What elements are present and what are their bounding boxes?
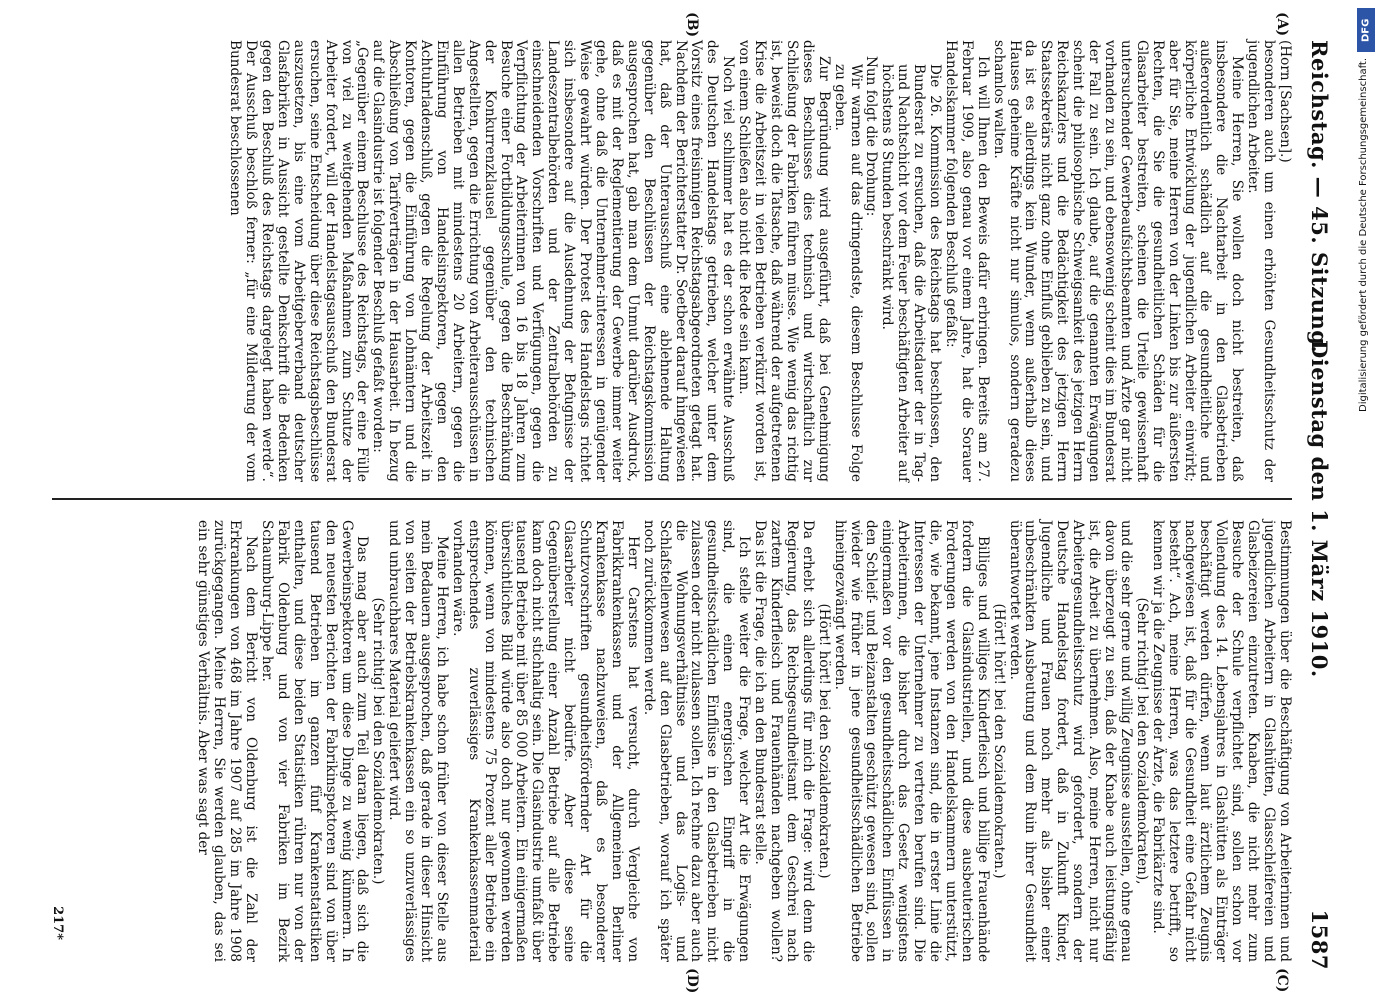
document-page [20,0,1340,1000]
left-column [226,40,1292,482]
page-footnote-number: 217* [50,906,65,940]
paragraph: Meine Herren, ich habe schon früher von dieser Stelle aus mein Bedauern ausgesprochen, daß gerade in dieser Hinsicht von seiten der Betriebskrankenkassen ein so unzuverlässiges und unbrauchbares Material geliefert wird. [386,520,450,962]
paragraph: (Hört! hört! bei den Sozialdemokraten.) [990,603,1007,879]
paragraph: (Sehr richtig! bei den Sozialdemokraten), [1133,597,1150,885]
paragraph: Da erhebt sich allerdings für mich die Frage: wird denn die Regierung, das Reichsgesundheitsamt dem Geschrei nach zartem Kinderfleisch und Frauenhänden nachgeben wollen? Das ist die Frage, die ich an den Bundesrat stelle. [752,520,816,962]
page-header [1298,40,1332,970]
dfg-sidebar [1356,6,1378,996]
paragraph: Billiges und williges Kinderfleisch und billige Frauenhände fordern die Glasindustriellen, und diese ausbeuterischen Forderungen werden von den Handelskammern unterstützt, die, wie bekannt, jene Instanzen sind, die in erster Linie die Interessen der Unternehmer zu vertreten berufen sind. Die Arbeiterinnen, die bisher durch das Gesetz wenigstens einigermaßen vor den gesundheitsschädlichen Einflüssen in den Schleif- und Beizanstalten geschützt gewesen sind, sollen wieder wie früher in jene gesundheitsschädlichen Betriebe hineingezwängt werden. [831,520,991,962]
dfg-logo: DFG [1357,8,1375,52]
margin-marker-a: (A) [1274,12,1290,37]
paragraph: Nun folgt die Drohung: [863,56,880,217]
margin-marker-d: (D) [684,968,700,994]
paragraph: Ich stelle weiter die Frage, welcher Art die Erwägungen sind, die einen energischen Eingriff in die gesundheitsschädlichen Einflüsse in den Glasbetrieben nicht zulassen oder nicht zulassen sollen. Ich rechne dazu aber auch die Wohnungsverhältnisse und das Logis- und Schlafstellenwesen auf den Glasbetrieben, worauf ich später noch zurückkommen werde. [640,520,753,962]
paragraph: (Hört! hört! bei den Sozialdemokraten.) [815,603,832,879]
header-session: Reichstag. — 45. Sitzung. [1307,40,1332,354]
column-divider [52,498,1292,500]
paragraph: Die 26. Kommission des Reichstags hat beschlossen, den Bundesrat zu ersuchen, daß die Arbeitsdauer der in Tag- und Nachtschicht vor dem Feuer beschäftigten Arbeiter auf höchstens 8 Stunden beschränkt wird. [879,64,944,482]
paragraph: (Horn [Sachsen].) [1277,40,1293,163]
paragraph: Zur Begründung wird ausgeführt, daß bei Genehmigung dieses Beschlusses dies technisch und wirtschaftlich zur Schließung der Fabriken führen müsse. Wie wenig das richtig ist, beweist doch die Tatsache, daß während der aufgetretenen Krise die Arbeitszeit in vielen Betrieben verkürzt worden ist, von einem Schließen also nicht die Rede sein kann. [736,40,832,482]
paragraph: Ich will Ihnen den Beweis dafür erbringen. Bereits am 27. Februar 1909, also genau vor einem Jahre, hat die Sorauer Handelskammer folgenden Beschluß gefaßt: [942,40,991,482]
paragraph: Bestimmungen über die Beschäftigung von Arbeiterinnen und jugendlichen Arbeitern in Glashütten, Glasschleifereien und Glasbeizereien einzutreten. Knaben, die nicht mehr zum Besuche der Schule verpflichtet sind, sollen schon vor Vollendung des 14. Lebensjahres in Glashütten als Einträger beschäftigt werden dürfen, wenn laut ärztlichem Zeugnis nachgewiesen ist, daß für die Gesundheit eine Gefahr nicht besteht“. Ach, meine Herren, was das letztere betrifft, so kennen wir ja die Zeugnisse der Ärzte, die Fabrikärzte sind. [1149,520,1293,962]
margin-marker-b: (B) [684,12,700,38]
paragraph: und die sehr gerne und willig Zeugnisse ausstellen, ohne genau davon überzeugt zu sein, daß der Knabe auch leistungsfähig ist, die Arbeit zu übernehmen. Also, meine Herren, nicht nur Arbeitergesundheitsschutz wird gefordert, sondern der Deutsche Handelstag fordert, daß in Zukunft Kinder, Jugendliche und Frauen noch mehr als bisher einer unbeschränkten Ausbeutung und dem Ruin ihrer Gesundheit überantwortet werden. [1006,520,1134,962]
header-date: Dienstag den 1. März 1910. [1307,340,1332,678]
paragraph: Herr Carstens hat versucht, durch Vergleiche von Fabrikkrankenkassen und der Allgemeinen Berliner Krankenkasse nachzuweisen, daß es besonderer Schutzvorschriften gesundheitsfördernder Art für die Glasarbeiter nicht bedürfe. Aber diese seine Gegenüberstellung einer Anzahl Betriebe auf alle Betriebe kann doch nicht stichhaltig sein. Die Glasindustrie umfaßt über tausend Betriebe mit über 85 000 Arbeitern. Ein einigermaßen übersichtliches Bild würde also doch nur gewonnen werden können, wenn von mindestens 75 Prozent aller Betriebe ein entsprechendes zuverlässiges Krankenkassenmaterial vorhanden wäre. [449,520,641,962]
dfg-notice: Digitalisierung gefördert durch die Deutsche Forschungsgemeinschaft. [1358,58,1369,413]
paragraph: „Gegenüber einem Beschlusse des Reichstags, der eine Fülle von viel zu weitgehenden Maßnahmen zum Schutze der Arbeiter fordert, will der Handelstagsausschuß den Bundesrat ersuchen, seine Entscheidung über diese Reichstagsbeschlüsse auszusetzen, bis eine vom Arbeitgeberverband deutscher Glasfabriken in Aussicht gestellte Denkschrift die Bedenken gegen den Beschluß des Reichstags dargelegt haben werde“. Der Ausschuß beschloß ferner: „für eine Milderung der vom Bundesrat beschlossenen [227,40,371,482]
paragraph: Nach dem Bericht von Oldenburg ist die Zahl der Erkrankungen von 468 im Jahre 1907 auf 285 im Jahre 1908 zurückgegangen. Meine Herren, Sie werden glauben, das sei ein sehr günstiges Verhältnis. Aber was sagt der [195,520,260,962]
paragraph: besonderen auch um einen erhöhten Gesundheitsschutz der jugendlichen Arbeiter. [1245,40,1278,482]
right-column [194,520,1292,962]
paragraph: Das mag aber auch zum Teil daran liegen, daß sich die Gewerbeinspektoren um diese Dinge zu wenig kümmern. In den neuesten Berichten der Fabrikinspektoren sind von über tausend Betrieben im ganzen fünf Krankenstatistiken enthalten, und diese beiden Statistiken rühren nur von der Fabrik Oldenburg und von vier Fabriken im Bezirk Schaumburg-Lippe her. [259,520,371,962]
paragraph: Wir warnen auf das dringendste, diesem Beschlusse Folge zu geben. [831,64,864,482]
paragraph: Meine Herren, Sie wollen doch nicht bestreiten, daß insbesondere die Nachtarbeit in den Glasbetrieben außerordentlich schädlich auf die gesundheitliche und körperliche Entwicklung der jugendlichen Arbeiter einwirkt; aber für Sie, meine Herren von der Linken bis zur äußersten Rechten, die Sie die gesundheitlichen Schäden für die Glasarbeiter bestreiten, scheinen die Urteile gewissenhaft untersuchender Gewerbeaufsichtsbeamten und Ärzte gar nicht vorhanden zu sein, und ebensowenig scheint dies im Bundesrat der Fall zu sein. Ich glaube, auf die genannten Erwägungen scheint die philosophische Schweigsamkeit des jetzigen Herrn Reichskanzlers und die Bedächtigkeit des jetzigen Herrn Staatssekretärs nicht ganz ohne Einfluß geblieben zu sein, und da ist es allerdings kein Wunder, wenn außerhalb dieses Hauses geheime Kräfte nicht nur simulos, sondern geradezu schamlos walten. [990,40,1246,482]
header-page-number: 1587 [1307,909,1332,970]
margin-marker-c: (C) [1274,968,1290,993]
paragraph: Noch viel schlimmer hat es der schon erwähnte Ausschuß des Deutschen Handelstags getrieben, welcher unter dem Vorsitz eines freisinnigen Reichstagsabgeordneten getagt hat. Nachdem der Berichterstatter Dr. Soetbeer darauf hingewiesen hat, daß der Unterausschuß eine ablehnende Haltung gegenüber den Beschlüssen der Reichstagskommission ausgesprochen hat, gab man dem Unmut darüber Ausdruck, daß es mit der Reglementierung der Gewerbe immer weiter gehe, ohne daß die Unternehmer-interessen in genügender Weise gewahrt würden. Der Protest des Handelstags richtet sich insbesondere auf die Ausdehnung der Befugnisse der Landeszentralbehörden und der Zentralbehörden zu einschneidenden Vorschriften und Verfügungen, gegen die Verpflichtung der Arbeiterinnen von 16 bis 18 Jahren zum Besuche einer Fortbildungsschule, gegen die Beschränkung der Konkurrenzklausel gegenüber den technischen Angestellten, gegen die Errichtung von Arbeiterausschüssen in allen Betrieben mit mindestens 20 Arbeitern, gegen die Einführung von Handelsinspektoren, gegen den Achtuhrladenschluß, gegen die Regelung der Arbeitszeit in Kontoren, gegen die Einführung von Lohnämtern und die Abschließung von Tarifverträgen in der Hausarbeit. In bezug auf die Glasindustrie ist folgender Beschluß gefaßt worden: [370,40,737,482]
paragraph: (Sehr richtig! bei den Sozialdemokraten.) [370,597,387,885]
